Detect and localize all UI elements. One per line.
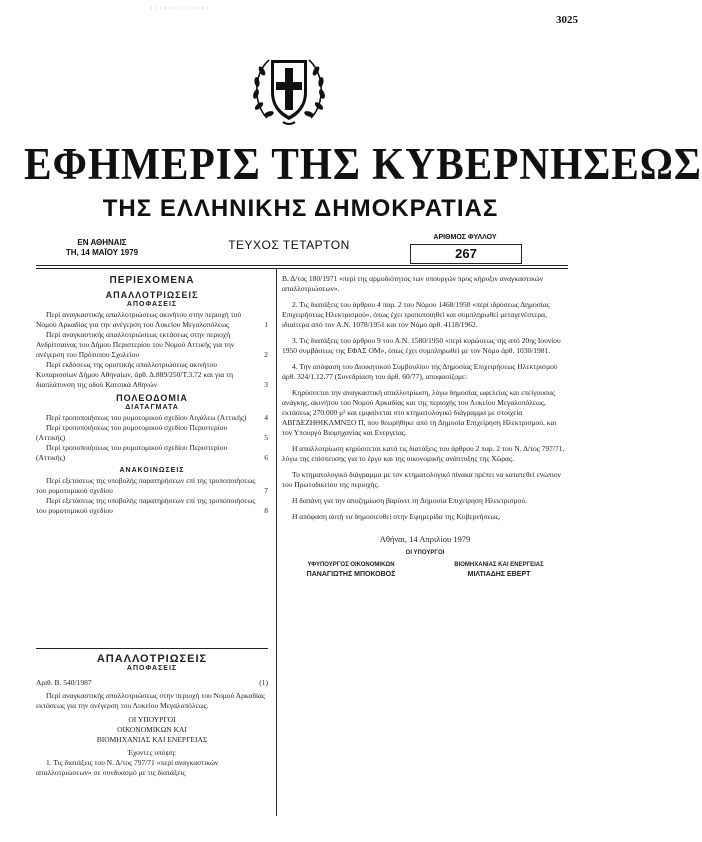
section-subheading: ΑΠΟΦΑΣΕΙΣ xyxy=(126,665,178,672)
ministers-line-2: ΟΙΚΟΝΟΜΙΚΩΝ ΚΑΙ xyxy=(117,725,187,734)
paragraph: Κηρύσσεται την αναγκαστική απαλλοτρίωση, λόγω δημοσίας ωφελείας και επείγουσας ανάγκης, ακινήτου του Νομού Αρκαδίας και της περιοχής του Λυκείου Μεγαλοπόλεως, εκτάσεως 270.000 μ² και εμφαίνεται στο κτηματολογικό διάγραμμα με στοιχεία ΑΒΓΔΕΖΗΘΙΚΛΜΝΞΟ Π, που θεωρήθηκε από τη Δημοσία Επιχείρηση Ηλεκτρισμού, και τον Υπουργό Βιομηχανίας και Ενεργείας. xyxy=(282,388,557,437)
page-number: 3025 xyxy=(556,14,578,26)
contents-entry-text: Περί εξετάσεως της υποβολής παρατηρήσεων επί της τροποποιήσεως του ρυμοτομικού σχεδίου xyxy=(36,496,256,515)
decision-summary: Περί αναγκαστικής απαλλοτριώσεως στην περιοχή του Νομού Αρκαδίας εκτάσεως για την ανέγερση του Λυκείου Μεγαλοπόλεως. xyxy=(36,691,265,710)
masthead xyxy=(0,139,702,189)
contents-page-ref: 6 xyxy=(264,453,268,462)
contents-heading: ΠΕΡΙΕΧΟΜΕΝΑ xyxy=(109,275,195,286)
contents-entry-text: Περί τροποποιήσεως του ρυμοτομικού σχεδίου Περιστερίου (Αττικής) xyxy=(36,423,228,442)
coat-of-arms-emblem xyxy=(247,46,331,130)
contents-section-subtitle: ΔΙΑΤΑΓΜΑΤΑ xyxy=(125,404,179,411)
issue-place: ΕΝ ΑΘΗΝΑΙΣ xyxy=(77,238,127,247)
contents-entry-text: Περί εξετάσεως της υποβολής παρατηρήσεων επί της τροποποιήσεως του ρυμοτομικού σχεδίου xyxy=(36,476,256,495)
paragraph: Β. Δ/τος 180/1971 «περί της αρμοδιότητος των υπουργών προς κήρυξιν αναγκαστικών απαλλοτριώσεων». xyxy=(282,274,544,293)
paragraph: Η δαπάνη για την αποζημίωση βαρύνει τη Δημοσία Επιχείρηση Ηλεκτρισμού. xyxy=(292,496,527,505)
paragraph: 3. Τις διατάξεις του άρθρου 9 του Α.Ν. 1580/1950 «περί κυρώσεως της από 20ης Ιουνίου 1950 συμβάσεως της ΕΦΑΣ ΟΜ», όπως έχει συμπληρωθεί με τον Νόμο άρθ. 1030/1981. xyxy=(282,336,561,355)
sheet-number-label: ΑΡΙΘΜΟΣ ΦΥΛΛΟΥ xyxy=(433,234,497,241)
signer-2-title: ΒΙΟΜΗΧΑΝΙΑΣ ΚΑΙ ΕΝΕΡΓΕΙΑΣ xyxy=(454,562,544,568)
signing-date: Αθήναι, 14 Απριλίου 1979 xyxy=(379,534,471,544)
contents-end-divider xyxy=(36,648,268,649)
contents-entry xyxy=(36,330,268,360)
contents-entry-text: Περί αναγκαστικής απαλλοτριώσεως ακινήτου στην περιοχή τού Νομού Αρκαδίας για την ανέγερση του Λυκείου Μεγαλοπόλεως xyxy=(36,310,242,329)
contents-entry xyxy=(36,496,268,516)
signer-1-title: ΥΦΥΠΟΥΡΓΟΣ ΟΙΚΟΝΟΜΙΚΩΝ xyxy=(307,562,395,568)
issue-place-date xyxy=(42,238,162,258)
paragraph: Η απαλλοτρίωση κηρύσσεται κατά τις διατάξεις του άρθρου 2 παρ. 2 του Ν. Δ/τος 797/71, λόγω της επίσπευσης για το έργο και της οικονομικής ανάπτυξης της Χώρας. xyxy=(282,444,565,463)
contents-section-title: ΑΠΑΛΛΟΤΡΙΩΣΕΙΣ xyxy=(105,290,199,300)
issue-date: ΤΗ, 14 ΜΑΪΟΥ 1979 xyxy=(65,248,139,257)
sheet-number: 267 xyxy=(410,244,522,264)
contents-page-ref: 2 xyxy=(264,350,268,359)
column-divider xyxy=(276,268,277,816)
signers-label: ΟΙ ΥΠΟΥΡΓΟΙ xyxy=(405,550,445,556)
contents-entry xyxy=(36,476,268,496)
signer-1-name: ΠΑΝΑΓΙΩΤΗΣ ΜΠΟΚΟΒΟΣ xyxy=(306,571,396,578)
contents-entry-text: Περί εκδόσεως της οριστικής απαλλοτριώσεως ακινήτου Κυπαρισσίων Δήμου Αθηναίων, άρθ. Δ.889/250/Τ.3.72 και για τη διαπλάτυνση της οδού Κατσικά Αθηνών xyxy=(36,360,234,389)
ministers-line-3: ΒΙΟΜΗΧΑΝΙΑΣ ΚΑΙ ΕΝΕΡΓΕΙΑΣ xyxy=(96,735,208,744)
contents-section-subtitle: ΑΠΟΦΑΣΕΙΣ xyxy=(126,301,178,308)
contents-entry xyxy=(36,310,268,330)
contents-entry xyxy=(36,360,268,390)
contents-entry xyxy=(36,413,268,423)
left-body xyxy=(36,654,268,778)
gazette-title: ΕΦΗΜΕΡΙΣ ΤΗΣ ΚΥΒΕΡΝΗΣΕΩΣ xyxy=(24,139,702,189)
paragraph: Η απόφαση αυτή να δημοσιευθεί στην Εφημερίδα της Κυβερνήσεως. xyxy=(292,512,501,521)
header-divider-second xyxy=(36,268,568,269)
header-divider xyxy=(36,265,568,266)
paragraph: 2. Τις διατάξεις του άρθρου 4 παρ. 2 του Νόμου 1468/1950 «περί ιδρύσεως Δημοσίας Επιχειρήσεως Ηλεκτρισμού», όπως έχει τροποποιηθεί και συμπληρωθεί μεταγενέστερα, ιδιαίτερα από τον Α.Ν. 1078/1951 και τον Νόμο άρθ. 4118/1962. xyxy=(282,300,550,329)
contents-section-subtitle: ΑΝΑΚΟΙΝΩΣΕΙΣ xyxy=(119,467,185,474)
contents-page-ref: 3 xyxy=(264,380,268,389)
contents-page-ref: 8 xyxy=(264,506,268,515)
contents-page-ref: 5 xyxy=(264,433,268,442)
signer-1 xyxy=(282,560,420,580)
contents-entry xyxy=(36,423,268,443)
paragraph: 4. Την απόφαση του Διοικητικού Συμβουλίου της Δημοσίας Επιχειρήσεως Ηλεκτρισμού άρθ. 324/1.12.77 (Συνεδρίαση του άρθ. 60/77), αποφασίζομε: xyxy=(282,362,558,381)
paragraph: Το κτηματολογικό διάγραμμα με τον κτηματολογικό πίνακα πρέπει να κατατεθεί ενώπιον του Πρωτοδικείου της περιοχής. xyxy=(282,470,562,489)
contents-entry-text: Περί τροποποιήσεως του ρυμοτομικού σχεδίου Αιγάλεω (Αττικής) xyxy=(46,413,247,422)
signatures xyxy=(282,560,568,580)
decision-reference xyxy=(36,678,268,688)
decision-ref: Αριθ. Β. 540/1987 xyxy=(36,678,92,687)
section-heading: ΑΠΑΛΛΟΤΡΙΩΣΕΙΣ xyxy=(96,653,208,665)
issue-series: ΤΕΥΧΟΣ ΤΕΤΑΡΤΟΝ xyxy=(228,238,350,252)
contents-page-ref: 4 xyxy=(264,413,268,422)
signer-2-name: ΜΙΛΤΙΑΔΗΣ ΕΒΕΡΤ xyxy=(467,571,531,578)
gazette-subtitle: ΤΗΣ ΕΛΛΗΝΙΚΗΣ ΔΗΜΟΚΡΑΤΙΑΣ xyxy=(102,195,499,222)
considering-item-1: 1. Τις διατάξεις του Ν. Δ/τος 797/71 «περί αναγκαστικών απαλλοτριώσεων» σε συνδυασμό με τις διατάξεις xyxy=(36,758,219,777)
decision-ref-no: (1) xyxy=(259,678,268,687)
contents-entry-text: Περί αναγκαστικής απαλλοτριώσεως εκτάσεως στην περιοχή Ανδρίτσαινας του Δήμου Περιστερίου του Νομού Αττικής για την ανέγερση του Πρότυπου Σχολείου xyxy=(36,330,235,359)
contents-page-ref: 7 xyxy=(264,486,268,495)
considering-label: Έχοντες υπόψη: xyxy=(127,748,177,757)
signer-2 xyxy=(430,560,568,580)
table-of-contents xyxy=(36,276,268,516)
contents-entry-text: Περί τροποποιήσεως του ρυμοτομικού σχεδίου Περιστερίου (Αττικής) xyxy=(36,443,228,462)
header-scan-noise: · · · · · · · · · · · · · xyxy=(150,4,209,13)
contents-section-title: ΠΟΛΕΟΔΟΜΙΑ xyxy=(116,393,188,403)
ministers-line-1: ΟΙ ΥΠΟΥΡΓΟΙ xyxy=(128,715,176,724)
contents-page-ref: 1 xyxy=(264,320,268,329)
right-body xyxy=(282,274,568,580)
contents-entry xyxy=(36,443,268,463)
